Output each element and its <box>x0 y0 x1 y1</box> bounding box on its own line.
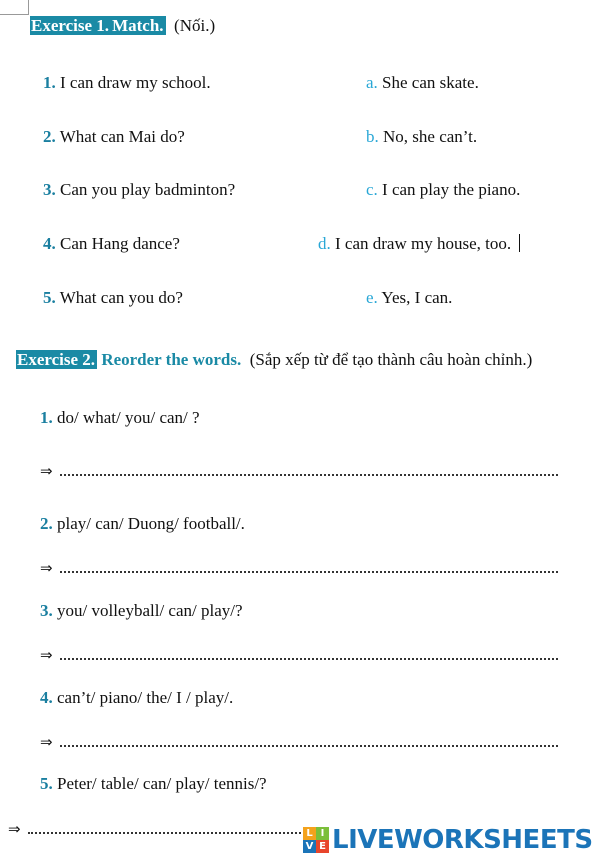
item-words: Peter/ table/ can/ play/ tennis/? <box>57 774 267 793</box>
liveworksheets-watermark <box>303 822 609 858</box>
match-left-item-5 <box>43 288 183 308</box>
answer-arrow: ⇒ <box>40 733 53 751</box>
exercise-2-label: Exercise 2. <box>17 350 96 369</box>
reorder-item-2 <box>40 514 245 534</box>
item-number: 2. <box>40 514 53 533</box>
match-right-item-d <box>318 234 520 254</box>
match-right-item-a <box>366 73 479 93</box>
item-number: 1. <box>40 408 53 427</box>
item-text: What can Mai do? <box>59 127 185 146</box>
match-right-item-e <box>366 288 452 308</box>
item-number: 5. <box>43 288 56 307</box>
item-number: 3. <box>43 180 56 199</box>
watermark-text: LIVEWORKSHEETS <box>332 825 593 855</box>
item-text: Can Hang dance? <box>60 234 180 253</box>
item-letter: e. <box>366 288 378 307</box>
item-text: No, she can’t. <box>383 127 478 146</box>
item-number: 2. <box>43 127 56 146</box>
answer-line-4[interactable] <box>60 745 558 747</box>
match-left-item-4 <box>43 234 180 254</box>
item-text: She can skate. <box>382 73 479 92</box>
logo-letter: E <box>316 840 329 853</box>
item-text: Yes, I can. <box>381 288 453 307</box>
exercise-2-heading <box>16 350 532 370</box>
logo-letter: L <box>303 827 316 840</box>
item-number: 3. <box>40 601 53 620</box>
reorder-item-4 <box>40 688 233 708</box>
match-left-item-1 <box>43 73 211 93</box>
item-number: 4. <box>40 688 53 707</box>
item-words: do/ what/ you/ can/ ? <box>57 408 200 427</box>
answer-arrow: ⇒ <box>40 462 53 480</box>
match-right-item-b <box>366 127 477 147</box>
exercise-2-note: (Sắp xếp từ để tạo thành câu hoàn chỉnh.) <box>249 350 533 369</box>
exercise-1-label: Exercise 1. <box>31 16 110 35</box>
logo-letter: I <box>316 827 329 840</box>
answer-line-2[interactable] <box>60 571 558 573</box>
item-letter: b. <box>366 127 379 146</box>
item-letter: c. <box>366 180 378 199</box>
exercise-1-note: (Nối.) <box>174 16 216 35</box>
answer-arrow: ⇒ <box>8 820 21 838</box>
page-corner-mark <box>0 0 29 15</box>
item-letter: a. <box>366 73 378 92</box>
answer-line-5[interactable] <box>28 832 308 834</box>
answer-line-3[interactable] <box>60 658 558 660</box>
item-text: I can draw my house, too. <box>335 234 512 253</box>
item-number: 1. <box>43 73 56 92</box>
item-text: I can play the piano. <box>382 180 521 199</box>
match-right-item-c <box>366 180 520 200</box>
item-text: Can you play badminton? <box>60 180 236 199</box>
exercise-1-title: Match. <box>112 16 164 35</box>
item-number: 5. <box>40 774 53 793</box>
logo-letter: V <box>303 840 316 853</box>
exercise-1-heading <box>30 16 215 36</box>
reorder-item-3 <box>40 601 243 621</box>
item-letter: d. <box>318 234 331 253</box>
item-words: play/ can/ Duong/ football/. <box>57 514 245 533</box>
liveworksheets-logo-icon <box>303 827 329 853</box>
match-left-item-3 <box>43 180 235 200</box>
item-words: you/ volleyball/ can/ play/? <box>57 601 243 620</box>
item-text: What can you do? <box>59 288 183 307</box>
item-words: can’t/ piano/ the/ I / play/. <box>57 688 234 707</box>
match-left-item-2 <box>43 127 185 147</box>
item-number: 4. <box>43 234 56 253</box>
answer-line-1[interactable] <box>60 474 558 476</box>
text-cursor <box>519 234 520 252</box>
reorder-item-1 <box>40 408 200 428</box>
reorder-item-5 <box>40 774 267 794</box>
answer-arrow: ⇒ <box>40 559 53 577</box>
exercise-2-title: Reorder the words. <box>101 350 242 369</box>
item-text: I can draw my school. <box>60 73 211 92</box>
answer-arrow: ⇒ <box>40 646 53 664</box>
